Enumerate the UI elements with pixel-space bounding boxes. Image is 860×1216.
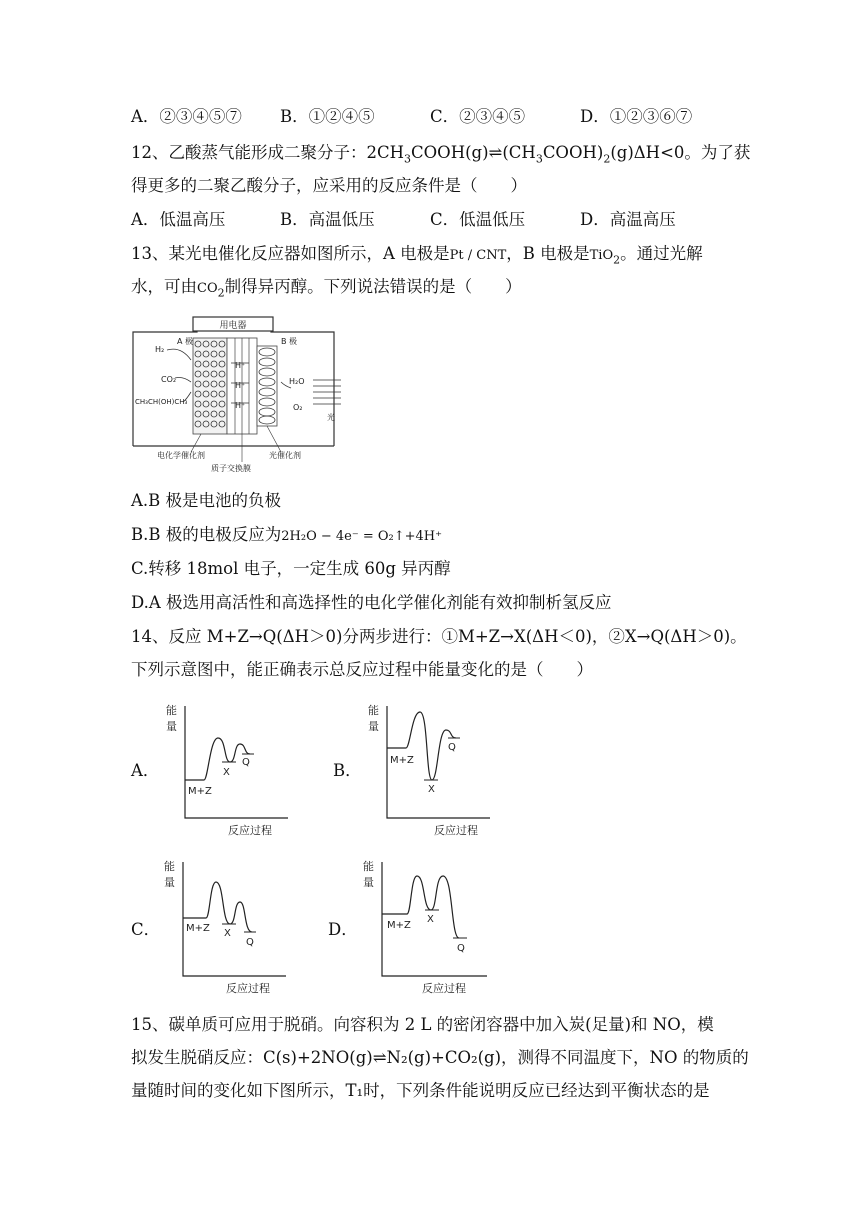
svg-text:Q: Q [242, 757, 250, 768]
svg-text:CH₃CH(OH)CH₃: CH₃CH(OH)CH₃ [135, 398, 188, 406]
svg-text:H₂O: H₂O [289, 377, 305, 386]
q13-option-c: C.转移 18mol 电子，一定生成 60g 异丙醇 [131, 559, 451, 578]
q15-stem-line3: 量随时间的变化如下图所示，T₁时，下列条件能说明反应已经达到平衡状态的是 [131, 1081, 710, 1100]
q14-graph-c [158, 856, 298, 996]
svg-text:H₂: H₂ [155, 345, 165, 354]
q11-option-c: C．②③④⑤ [430, 107, 526, 126]
q14-stem-line2: 下列示意图中，能正确表示总反应过程中能量变化的是（ ） [131, 660, 593, 679]
membrane-label: 质子交换膜 [211, 464, 251, 473]
q13-option-b: B.B 极的电极反应为2H₂O − 4e⁻ = O₂↑+4H⁺ [131, 525, 442, 544]
svg-text:反应过程: 反应过程 [228, 824, 272, 837]
electrode-b [257, 346, 277, 426]
q14-option-c-letter: C． [131, 920, 161, 939]
svg-text:反应过程: 反应过程 [422, 982, 466, 995]
catalyst-a-label: 电化学催化剂 [157, 451, 205, 460]
svg-text:O₂: O₂ [293, 403, 303, 412]
q13-option-d: D.A 极选用高活性和高选择性的电化学催化剂能有效抑制析氢反应 [131, 593, 612, 612]
electrode-b-label: B 极 [281, 337, 298, 346]
svg-text:能: 能 [166, 704, 177, 717]
svg-text:X: X [224, 928, 231, 939]
svg-text:量: 量 [164, 876, 175, 889]
electrode-a [193, 338, 227, 434]
svg-text:CO₂: CO₂ [161, 375, 177, 384]
device-label: 用电器 [219, 321, 247, 331]
proton-exchange-membrane [227, 338, 257, 434]
svg-text:X: X [427, 914, 434, 925]
svg-text:Q: Q [457, 943, 465, 954]
electrode-a-label: A 极 [177, 337, 194, 346]
q14-option-b-letter: B． [333, 761, 362, 780]
svg-text:能: 能 [164, 860, 175, 873]
q13-stem-line1: 13、某光电催化反应器如图所示，A 电极是Pt / CNT，B 电极是TiO$_2$。通过光解 [131, 244, 703, 267]
light-label: 光 [327, 413, 335, 422]
svg-text:M+Z: M+Z [390, 755, 414, 766]
light-arrows [313, 380, 341, 404]
svg-text:量: 量 [368, 720, 379, 733]
svg-text:X: X [223, 767, 230, 778]
q14-graph-d [357, 856, 502, 996]
svg-text:Q: Q [448, 742, 456, 753]
q12-stem-line2: 得更多的二聚乙酸分子，应采用的反应条件是（ ） [131, 176, 527, 195]
q12-option-b: B．高温低压 [280, 210, 375, 229]
svg-text:反应过程: 反应过程 [434, 824, 478, 837]
catalyst-b-label: 光催化剂 [269, 451, 301, 460]
svg-text:M+Z: M+Z [186, 923, 210, 934]
photoelectrocatalytic-reactor-diagram [131, 316, 346, 474]
q14-option-a-letter: A． [131, 761, 160, 780]
q13-stem-line2: 水，可由$CO_2$制得异丙醇。下列说法错误的是（ ） [131, 277, 522, 300]
q11-option-b: B．①②④⑤ [280, 107, 375, 126]
q13-option-a: A.B 极是电池的负极 [131, 491, 282, 510]
q12-option-d: D．高温高压 [580, 210, 676, 229]
svg-text:H⁺: H⁺ [235, 401, 246, 410]
svg-text:反应过程: 反应过程 [226, 982, 270, 995]
q11-option-a: A．②③④⑤⑦ [131, 107, 242, 126]
q14-option-d-letter: D． [328, 920, 358, 939]
q15-stem-line1: 15、碳单质可应用于脱硝。向容积为 2 L 的密闭容器中加入炭(足量)和 NO，模 [131, 1015, 714, 1034]
energy-curve-b [387, 712, 456, 780]
svg-text:量: 量 [166, 720, 177, 733]
q14-graph-b [362, 700, 502, 840]
q11-option-d: D．①②③⑥⑦ [580, 107, 693, 126]
q12-stem-line1: 12、乙酸蒸气能形成二聚分子：$2CH_3COOH(g)\rightleftharpoons(CH_3COOH)_2(g)\Delta H<0$。为了获 [131, 143, 751, 166]
svg-text:Q: Q [246, 937, 254, 948]
q12-option-c: C．低温低压 [430, 210, 526, 229]
svg-text:M+Z: M+Z [387, 920, 411, 931]
q14-graph-a [160, 700, 300, 840]
energy-curve-a [185, 738, 250, 780]
q14-stem-line1: 14、反应 M+Z→Q(ΔH＞0)分两步进行：①M+Z→X(ΔH＜0)，②X→Q(ΔH＞0)。 [131, 627, 747, 646]
svg-text:M+Z: M+Z [188, 786, 212, 797]
svg-text:能: 能 [363, 860, 374, 873]
svg-text:H⁺: H⁺ [235, 361, 246, 370]
svg-text:H⁺: H⁺ [235, 381, 246, 390]
svg-text:X: X [428, 784, 435, 795]
q15-stem-line2: 拟发生脱硝反应：C(s)+2NO(g)⇌N₂(g)+CO₂(g)，测得不同温度下，NO 的物质的 [131, 1048, 749, 1067]
q12-option-a: A．低温高压 [131, 210, 226, 229]
reactor-svg [131, 316, 346, 474]
svg-text:能: 能 [368, 704, 379, 717]
svg-text:量: 量 [363, 876, 374, 889]
